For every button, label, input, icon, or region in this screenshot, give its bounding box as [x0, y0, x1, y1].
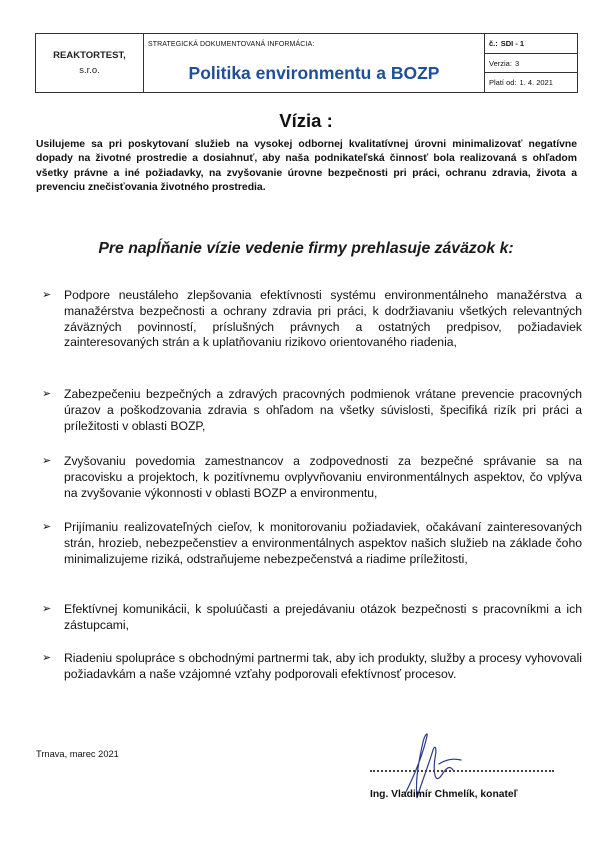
company-cell [36, 34, 144, 92]
valid-from-cell [485, 73, 577, 92]
vision-heading: Vízia : [279, 110, 333, 131]
version-label: Verzia: [489, 58, 512, 68]
document-meta [485, 34, 577, 92]
document-header [35, 33, 578, 93]
company-name: REAKTORTEST, [53, 50, 126, 61]
list-item [42, 602, 582, 634]
list-item [42, 387, 582, 434]
arrow-bullet-icon: ➢ [42, 652, 52, 664]
list-item-text: Efektívnej komunikácii, k spoluúčasti a prejedávaniu otázok bezpečnosti s pracovníkmi a ich zástupcami, [64, 602, 582, 632]
commitment-heading: Pre napĺňanie vízie vedenie firmy prehlasuje záväzok k: [98, 240, 514, 257]
version-value: 3 [514, 58, 520, 68]
arrow-bullet-icon: ➢ [42, 603, 52, 615]
vision-paragraph: Usilujeme sa pri poskytovaní služieb na vysokej odbornej kvalitatívnej úrovni minimalizovať negatívne dopady na životné prostredie a dosiahnuť, aby naša podnikateľská činnosť bola realizovaná s ohľadom všetky právne a iné požiadavky, na zvyšovanie úrovne bezpečnosti pri práci, ochranu zdravia, života a prevenciu znečisťovania životného prostredia. [36, 139, 577, 193]
list-item-text: Riadeniu spolupráce s obchodnými partnermi tak, aby ich produkty, služby a procesy vyhovovali požiadavkám a naše vzájomné vzťahy podporovali efektívnosť procesov. [64, 651, 582, 681]
arrow-bullet-icon: ➢ [42, 521, 52, 533]
arrow-bullet-icon: ➢ [42, 388, 52, 400]
doc-number: SDI - 1 [500, 38, 525, 48]
title-cell [144, 34, 485, 92]
list-item [42, 288, 582, 351]
list-item-text: Zvyšovaniu povedomia zamestnancov a zodpovednosti za bezpečné správanie sa na pracovisku a projektoch, k pozitívnemu ovplyvňovaniu environmentálnych aspektov, čo vplýva na zvyšovanie výkonnosti v oblasti BOZP a environmentu, [64, 454, 582, 500]
arrow-bullet-icon: ➢ [42, 289, 52, 301]
signatory-name: Ing. Vladimír Chmelík, konateľ [370, 789, 518, 800]
document-classification: STRATEGICKÁ DOKUMENTOVANÁ INFORMÁCIA: [148, 41, 315, 48]
list-item [42, 454, 582, 501]
doc-number-cell [485, 34, 577, 54]
list-item [42, 651, 582, 683]
valid-from-value: 1. 4. 2021 [519, 78, 553, 88]
valid-from-label: Platí od: [489, 78, 517, 88]
list-item [42, 520, 582, 567]
arrow-bullet-icon: ➢ [42, 455, 52, 467]
list-item-text: Prijímaniu realizovateľných cieľov, k monitorovaniu požiadaviek, očakávaní zainteresovaných strán, hrozieb, nebezpečenstiev a environmentálnych aspektov našich služieb na základe čoho minimalizujeme riziká, odstraňujeme nebezpečenstvá a riadime príležitosti, [64, 520, 582, 566]
company-form: s.r.o. [79, 65, 100, 76]
list-item-text: Zabezpečeniu bezpečných a zdravých pracovných podmienok vrátane prevencie pracovných úrazov a poškodzovania zdravia s ohľadom na všetky súvislosti, špecifiká rizík pri práci a príležitosti v oblasti BOZP, [64, 387, 582, 433]
signature-line [370, 770, 554, 772]
list-item-text: Podpore neustáleho zlepšovania efektívnosti systému environmentálneho manažérstva a manažérstva bezpečnosti a ochrany zdravia pri práci, k dodržiavaniu všetkých relevantných záväzných povinností, príslušných právnych a ostatných predpisov, požiadaviek zainteresovaných strán a k uplatňovaniu rizikovo orientovaného riadenia, [64, 288, 582, 350]
version-cell [485, 54, 577, 74]
doc-number-label: č.: [489, 38, 498, 48]
place-and-date: Trnava, marec 2021 [36, 749, 119, 759]
document-title: Politika environmentu a BOZP [188, 63, 440, 83]
